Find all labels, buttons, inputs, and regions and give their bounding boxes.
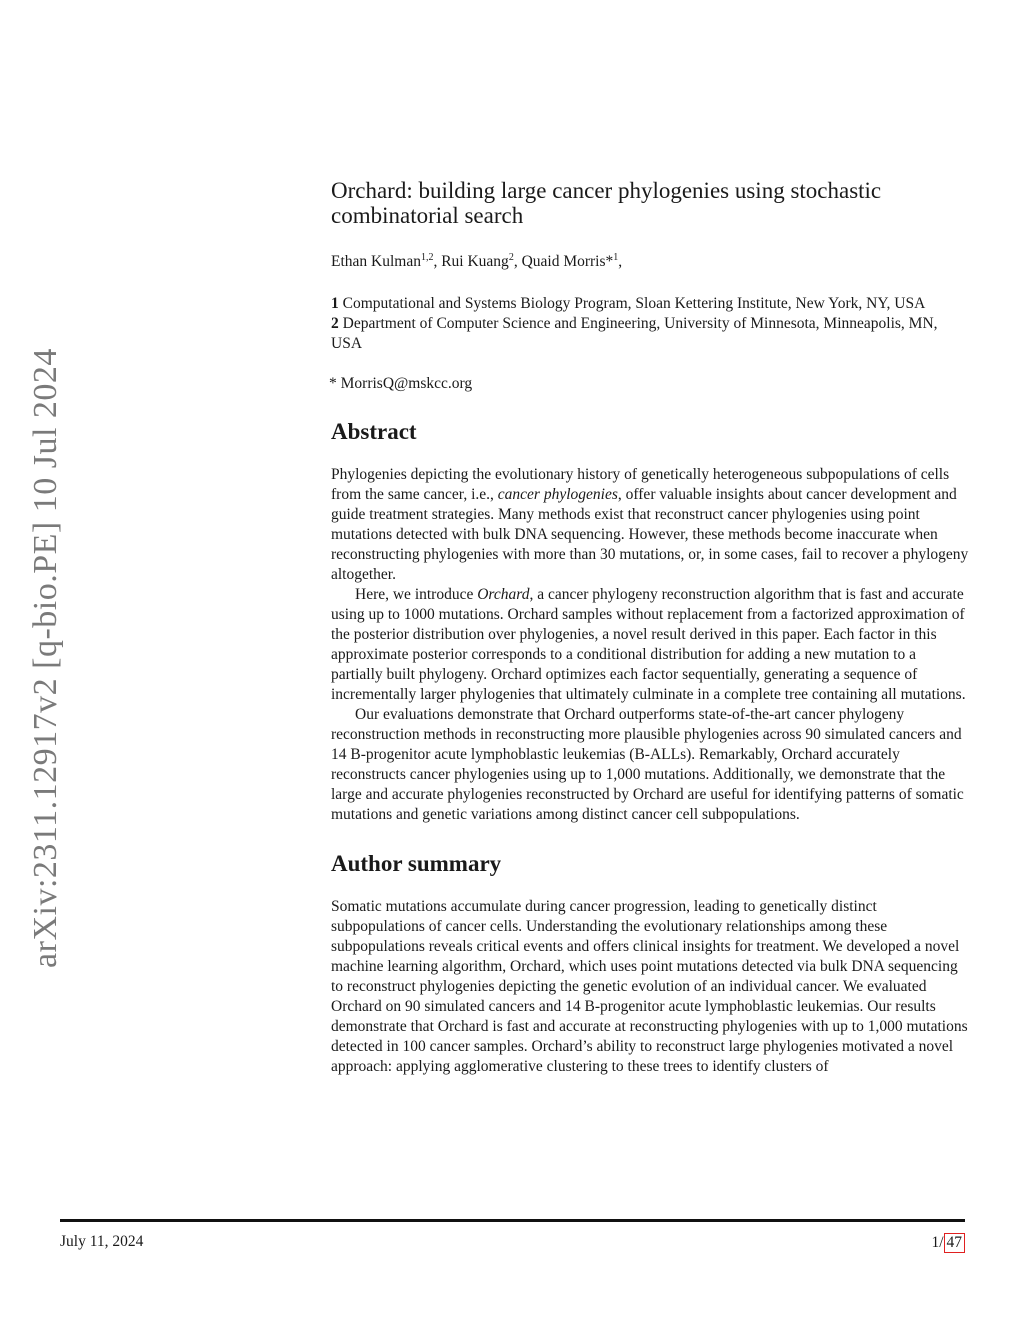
affiliation-number: 2 <box>331 315 339 333</box>
author-separator: , <box>513 253 522 271</box>
text-span: , a cancer phylogeny reconstruction algorithm that is fast and accurate using up to 1000 mutations. Orchard samples without replacement from a factorized approximation of the posterior distribution over phylogenies, a novel result derived in this paper. Each factor in this approximate posterior corresponds to a conditional distribution for adding a new mutation to a partially built phylogeny. Orchard optimizes each factor sequentially, generating a sequence of incrementally larger phylogenies that ultimately culminate in a complete tree containing all mutations. <box>331 586 966 704</box>
author-list <box>331 248 971 272</box>
abstract-paragraph <box>331 465 971 585</box>
author-separator: , <box>618 253 623 271</box>
text-span: Here, we introduce <box>355 586 478 604</box>
abstract-heading: Abstract <box>331 419 417 445</box>
affiliation-number: 1 <box>331 295 339 313</box>
paper-content <box>331 178 971 1077</box>
page-current: 1 <box>931 1234 940 1251</box>
author-name: Quaid Morris* <box>521 253 614 271</box>
author-affiliation-marker: 2 <box>508 252 514 263</box>
author-affiliation-marker: 1 <box>613 252 619 263</box>
emphasized-term: Orchard <box>477 586 530 604</box>
affiliation-item <box>331 294 971 314</box>
paper-title: Orchard: building large cancer phylogenies using stochastic combinatorial search <box>331 178 882 228</box>
page-number <box>931 1233 965 1253</box>
abstract-body <box>331 465 971 825</box>
footer-date: July 11, 2024 <box>60 1233 144 1250</box>
author-summary-body <box>331 897 971 1077</box>
author-separator: , <box>433 253 442 271</box>
affiliation-list <box>331 294 971 354</box>
footer-divider <box>60 1219 965 1222</box>
corresponding-email: * MorrisQ@mskcc.org <box>329 375 473 393</box>
affiliation-item <box>331 314 971 354</box>
emphasized-term: cancer phylogenies <box>497 486 618 504</box>
arxiv-identifier: arXiv:2311.12917v2 [q-bio.PE] 10 Jul 2024 <box>27 347 64 968</box>
page-total-link[interactable]: 47 <box>944 1233 966 1253</box>
arxiv-sidebar-stamp <box>18 347 74 968</box>
author-name: Ethan Kulman <box>331 253 421 271</box>
author-summary-heading: Author summary <box>331 851 502 877</box>
abstract-paragraph <box>331 585 971 705</box>
affiliation-text: Computational and Systems Biology Program, Sloan Kettering Institute, New York, NY, USA <box>342 295 926 313</box>
affiliation-text: Department of Computer Science and Engineering, University of Minnesota, Minneapolis, MN, USA <box>331 315 938 353</box>
page-separator: / <box>939 1234 944 1251</box>
author-affiliation-marker: 1,2 <box>420 252 434 263</box>
text-span: , offer valuable insights about cancer development and guide treatment strategies. Many methods exist that reconstruct cancer phylogenies using point mutations detected with bulk DNA sequencing. However, these methods become inaccurate when reconstructing phylogenies with more than 30 mutations, or, in some cases, fail to recover a phylogeny altogether. <box>331 486 969 584</box>
author-summary-paragraph: Somatic mutations accumulate during cancer progression, leading to genetically distinct subpopulations of cancer cells. Understanding the evolutionary relationships among these subpopulations reveals critical events and offers clinical insights for treatment. We developed a novel machine learning algorithm, Orchard, which uses point mutations detected via bulk DNA sequencing to reconstruct phylogenies depicting the genetic evolution of an individual cancer. We evaluated Orchard on 90 simulated cancers and 14 B-progenitor acute lymphoblastic leukemias. Our results demonstrate that Orchard is fast and accurate at reconstructing phylogenies with up to 1,000 mutations detected in 100 cancer samples. Orchard’s ability to reconstruct large phylogenies motivated a novel approach: applying agglomerative clustering to these trees to identify clusters of <box>331 898 968 1076</box>
text-span: Phylogenies depicting the evolutionary history of genetically heterogeneous subpopulations of cells from the same cancer, i.e., <box>331 466 950 504</box>
abstract-paragraph: Our evaluations demonstrate that Orchard outperforms state-of-the-art cancer phylogeny reconstruction methods in reconstructing more plausible phylogenies across 90 simulated cancers and 14 B-progenitor acute lymphoblastic leukemias (B-ALLs). Remarkably, Orchard accurately reconstructs cancer phylogenies using up to 1,000 mutations. Additionally, we demonstrate that the large and accurate phylogenies reconstructed by Orchard are useful for identifying patterns of somatic mutations and genetic variations among distinct cancer cell subpopulations. <box>331 706 964 824</box>
author-name: Rui Kuang <box>441 253 509 271</box>
